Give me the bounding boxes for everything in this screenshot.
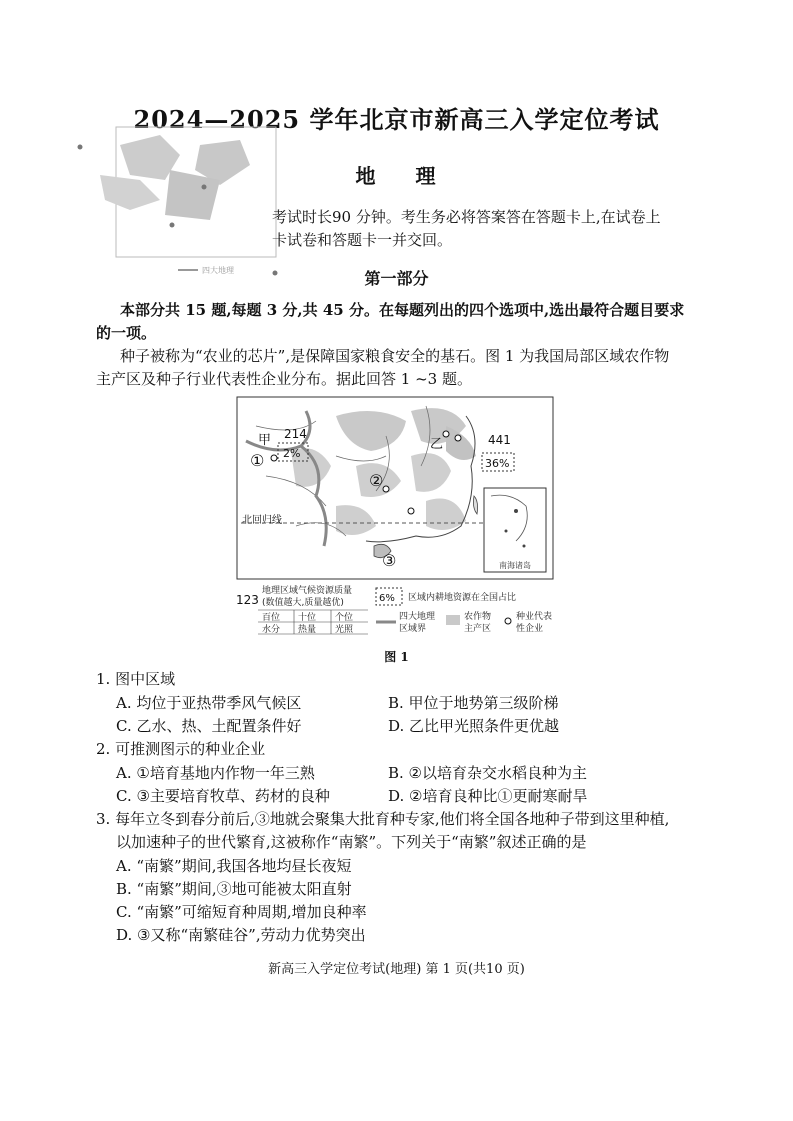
legend-boundary-1: 四大地理 xyxy=(399,612,436,622)
legend-code-desc-2: (数值越大,质量越优) xyxy=(262,598,344,608)
exam-title: 2024—2025 学年北京市新高三入学定位考试 xyxy=(133,105,660,134)
question-1-option-b: B. 甲位于地势第三级阶梯 xyxy=(388,694,559,712)
question-2-stem: 2. 可推测图示的种业企业 xyxy=(96,740,266,758)
legend-digit-header: 百位 xyxy=(262,613,281,623)
question-1-stem: 1. 图中区域 xyxy=(96,670,176,688)
intro-line1: 种子被称为“农业的芯片”,是保障国家粮食安全的基石。图 1 为我国局部区域农作物 xyxy=(120,347,670,365)
legend-digit-meaning: 水分 xyxy=(262,625,281,635)
legend-enterprise-2: 性企业 xyxy=(516,624,544,634)
question-3-option-b: B. “南繁”期间,③地可能被太阳直射 xyxy=(116,880,352,898)
label-circle-1: ① xyxy=(250,451,265,470)
label-circle-3: ③ xyxy=(382,551,397,570)
label-jia: 甲 xyxy=(258,433,272,448)
label-2pct: 2% xyxy=(283,447,301,460)
instructions-line1: 本部分共 15 题,每题 3 分,共 45 分。在每题列出的四个选项中,选出最符合题目要求 xyxy=(120,301,685,319)
instructions-line2: 的一项。 xyxy=(96,324,157,342)
label-441: 441 xyxy=(488,433,511,447)
label-36pct: 36% xyxy=(485,457,510,470)
question-1-option-a: A. 均位于亚热带季风气候区 xyxy=(116,694,302,712)
ghost-map-dot xyxy=(170,223,175,228)
south-china-sea-inset xyxy=(484,488,546,572)
legend-pct-desc: 区域内耕地资源在全国占比 xyxy=(408,593,517,603)
part-heading: 第一部分 xyxy=(364,269,429,288)
label-tropic: 北回归线 xyxy=(242,515,282,526)
question-1-option-d: D. 乙比甲光照条件更优越 xyxy=(388,717,560,735)
question-3-option-d: D. ③又称“南繁硅谷”,劳动力优势突出 xyxy=(116,926,366,944)
label-circle-2: ② xyxy=(369,471,384,490)
legend-digit-table xyxy=(258,610,368,635)
label-yi: 乙 xyxy=(430,437,444,452)
enterprise-marker xyxy=(383,486,389,492)
legend-digit-header: 十位 xyxy=(298,613,317,623)
exam-notice-line1: 考试时长90 分钟。考生务必将答案答在答题卡上,在试卷上 xyxy=(272,208,661,226)
question-2-option-d: D. ②培育良种比①更耐寒耐旱 xyxy=(388,787,588,805)
inset-dot xyxy=(514,509,518,513)
legend-enterprise-1: 种业代表 xyxy=(516,612,553,622)
question-2-option-a: A. ①培育基地内作物一年三熟 xyxy=(116,764,315,782)
subject-title: 地理 xyxy=(355,164,476,188)
legend-crop-2: 主产区 xyxy=(464,624,492,634)
enterprise-marker xyxy=(408,508,414,514)
inset-dot xyxy=(505,530,508,533)
question-2-option-b: B. ②以培育杂交水稻良种为主 xyxy=(388,764,588,782)
figure-caption: 图 1 xyxy=(384,650,409,664)
page-footer: 新高三入学定位考试(地理) 第 1 页(共10 页) xyxy=(268,962,525,977)
bleed-through-map xyxy=(70,125,290,285)
ghost-map-dot xyxy=(78,145,83,150)
legend-digit-meaning: 热量 xyxy=(298,625,317,635)
figure-1-legend xyxy=(236,584,596,640)
legend-crop-swatch xyxy=(446,615,460,625)
inset-dot xyxy=(523,545,526,548)
legend-code-desc-1: 地理区域气候资源质量 xyxy=(262,586,353,596)
question-3-stem-line1: 3. 每年立冬到春分前后,③地就会聚集大批育种专家,他们将全国各地种子带到这里种植, xyxy=(96,810,670,828)
legend-boundary-2: 区域界 xyxy=(399,624,427,634)
inset-label: 南海诸岛 xyxy=(499,561,531,570)
legend-digit-meaning: 光照 xyxy=(335,625,354,635)
legend-code-example: 123 xyxy=(236,593,259,607)
question-2-option-c: C. ③主要培育牧草、药材的良种 xyxy=(116,787,330,805)
enterprise-marker xyxy=(443,431,449,437)
legend-pct-example: 6% xyxy=(379,593,395,604)
question-3-option-a: A. “南繁”期间,我国各地均昼长夜短 xyxy=(116,857,352,875)
label-214: 214 xyxy=(284,427,307,441)
enterprise-marker xyxy=(271,455,277,461)
legend-digit-header: 个位 xyxy=(335,613,354,623)
legend-crop-1: 农作物 xyxy=(464,612,492,622)
question-1-option-c: C. 乙水、热、土配置条件好 xyxy=(116,717,302,735)
question-3-stem-line2: 以加速种子的世代繁育,这被称作“南繁”。下列关于“南繁”叙述正确的是 xyxy=(116,833,587,851)
intro-line2: 主产区及种子行业代表性企业分布。据此回答 1 ~3 题。 xyxy=(96,370,472,388)
figure-1-map xyxy=(236,396,556,582)
question-3-option-c: C. “南繁”可缩短育种周期,增加良种率 xyxy=(116,903,367,921)
legend-enterprise-marker xyxy=(505,618,511,624)
ghost-legend-text: 四大地理 xyxy=(202,266,234,275)
enterprise-marker xyxy=(455,435,461,441)
exam-notice-line2: 卡试卷和答题卡一并交回。 xyxy=(272,231,453,249)
